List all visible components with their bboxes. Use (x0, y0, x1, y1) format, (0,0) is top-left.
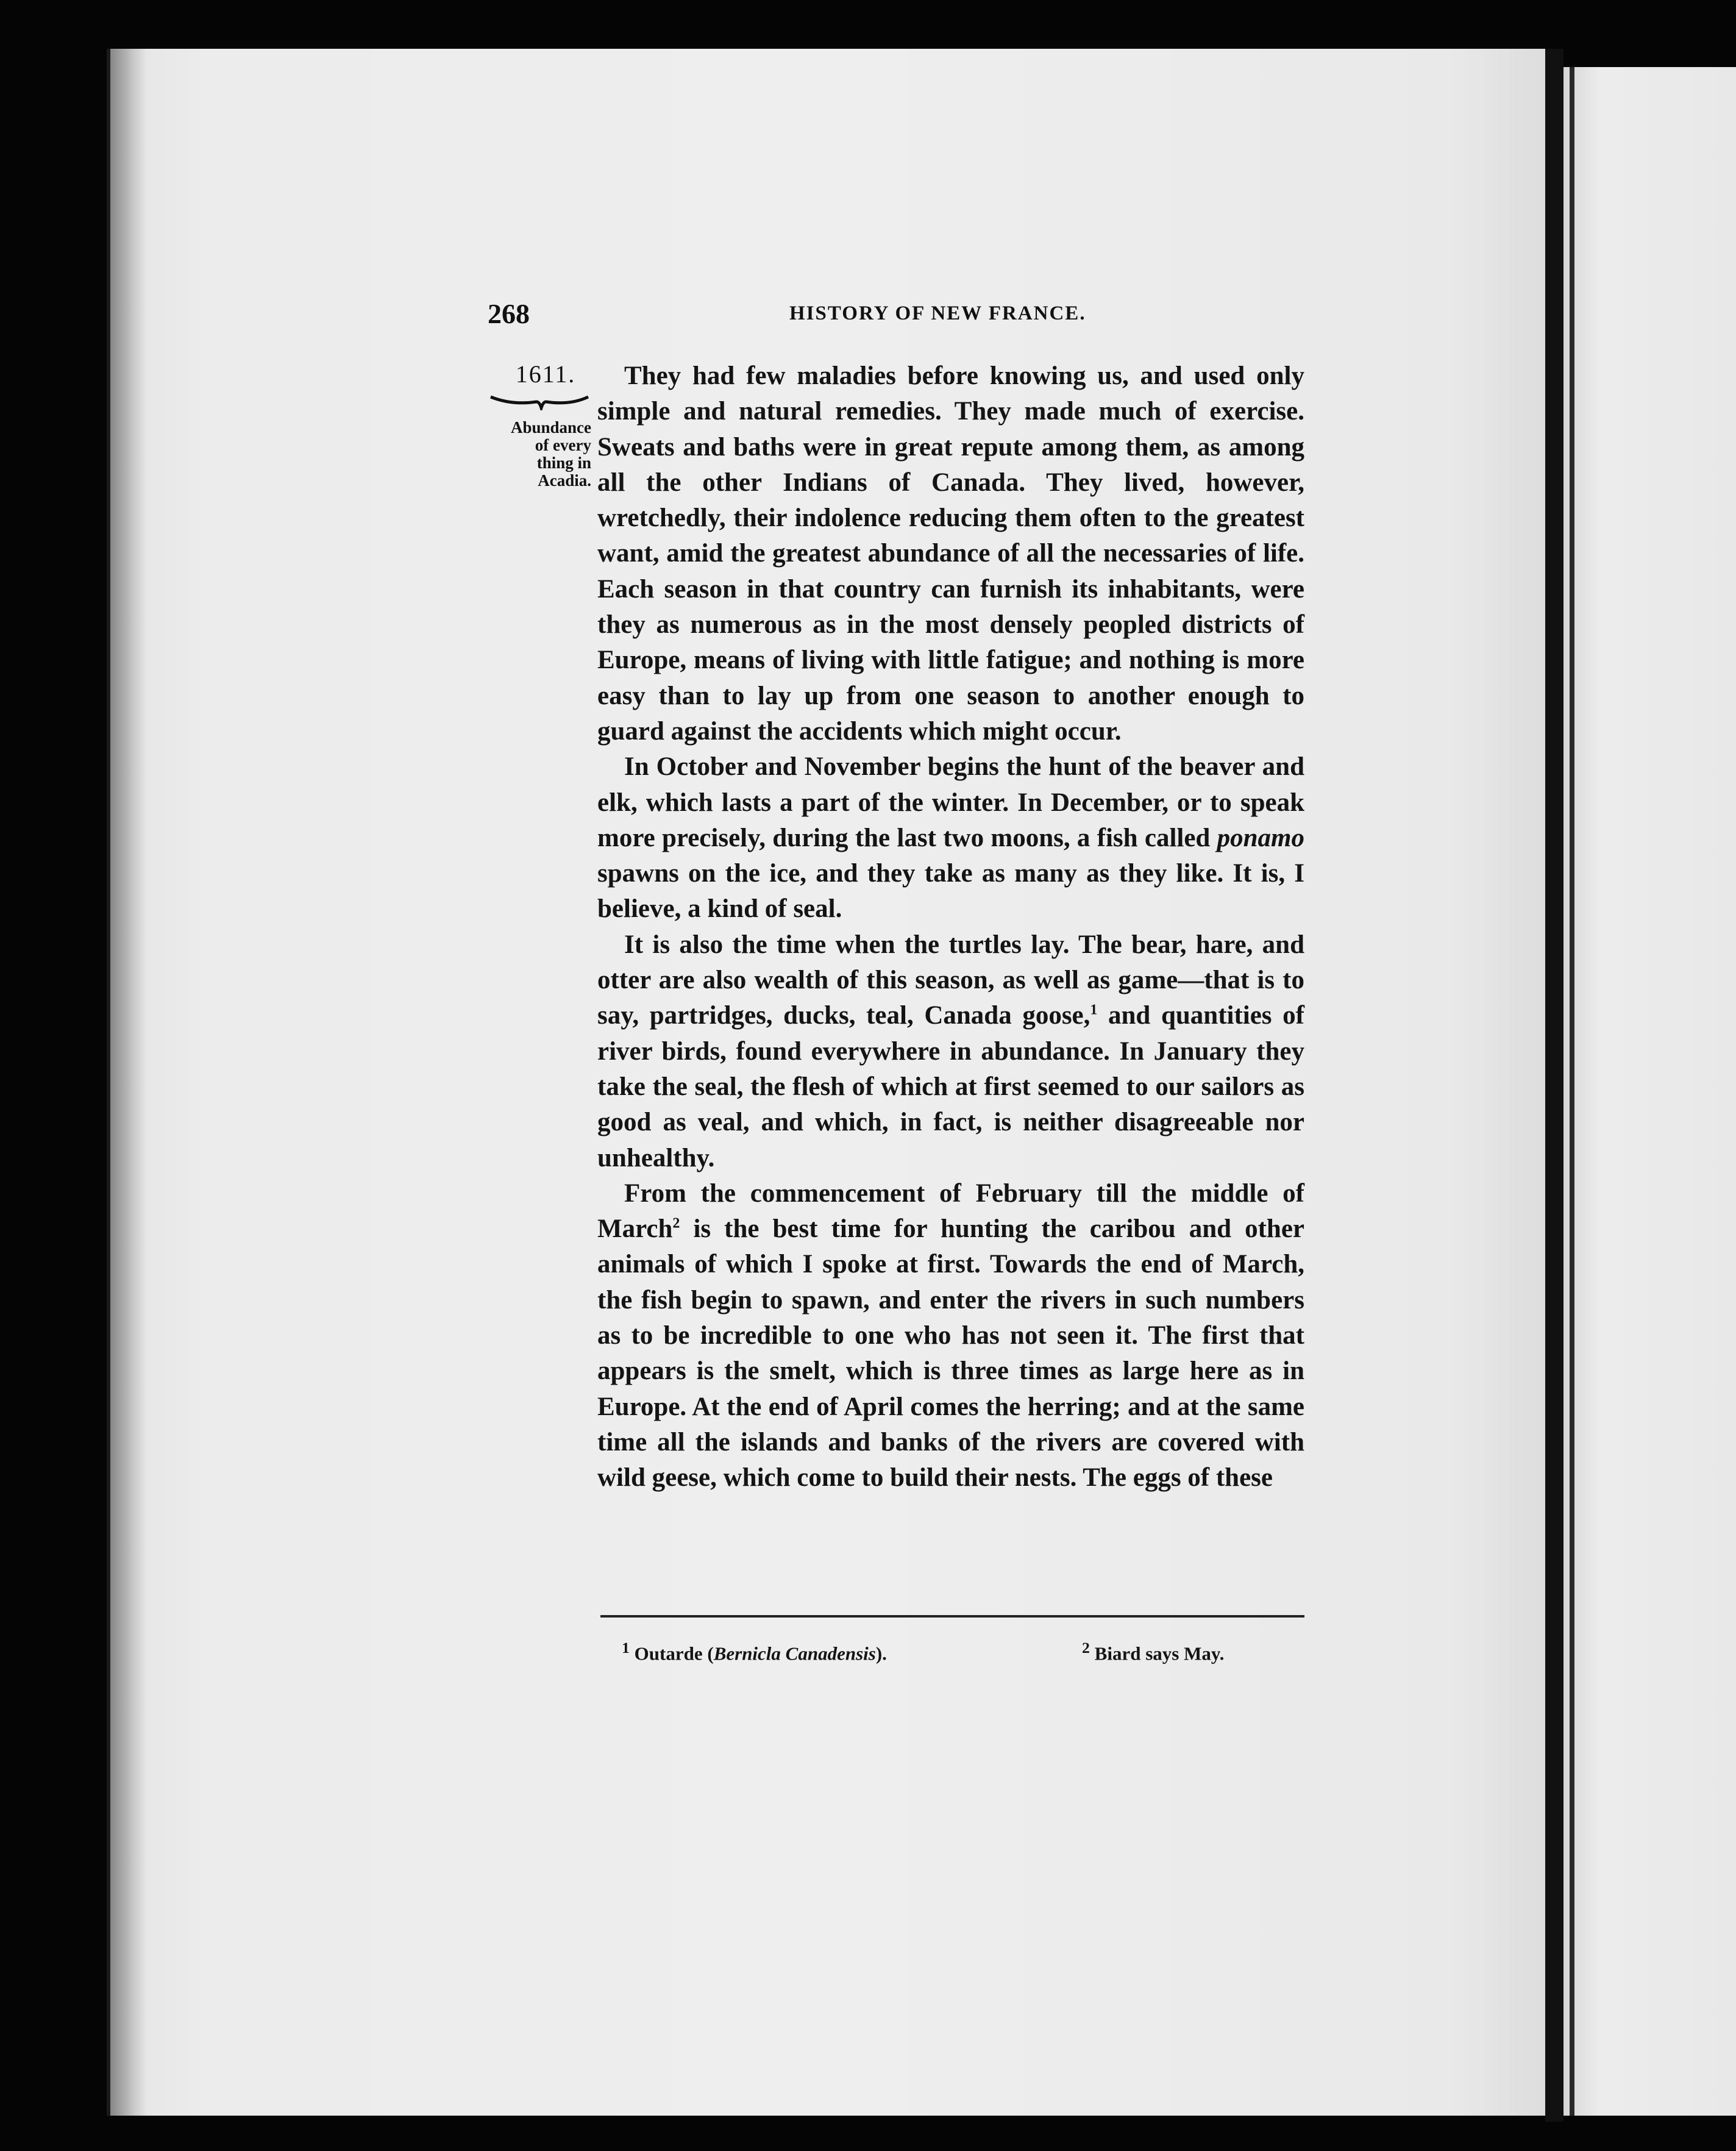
italic-term: ponamo (1217, 823, 1304, 852)
running-head: HISTORY OF NEW FRANCE. (789, 302, 1086, 324)
paragraph-text: It is also the time when the turtles lay. The bear, hare, and otter are also wealth of this season, as well as game—that is to say, partridges, ducks, teal, Canada goose, (597, 930, 1304, 1030)
footnote-number: 1 (622, 1639, 630, 1657)
body-text (597, 358, 1304, 1496)
paragraph-text: From the commencement of February till the middle of March (597, 1179, 1304, 1244)
sidenote-line: thing in (536, 454, 591, 472)
footnote-number: 2 (1082, 1639, 1090, 1657)
footnote (622, 1639, 887, 1664)
footnote-marker: 2 (672, 1215, 680, 1232)
sidenote-line: Abundance (510, 418, 591, 437)
paragraph-text: is the best time for hunting the caribou and other animals of which I spoke at first. Towards the end of March, the fish begin to spawn, and enter the rivers in such numbers as to be incredible to one who has not seen it. The first that appears is the smelt, which is three times as large here as in Europe. At the end of April comes the herring; and at the same time all the islands and banks of the rivers are covered with wild geese, which come to build their nests. The eggs of these (597, 1215, 1304, 1493)
footnote-text: ). (875, 1643, 887, 1664)
facing-page-edge (1563, 67, 1736, 2116)
paragraph (597, 749, 1304, 927)
footnote (1082, 1639, 1224, 1664)
paragraph-text: They had few maladies before knowing us, and used only simple and natural remedies. They made much of exercise. Sweats and baths were in great repute among them, as among all the other Indians of Canada. They lived, however, wretchedly, their indolence reducing them often to the greatest want, amid the greatest abundance of all the necessaries of life. Each season in that country can furnish its inhabitants, were they as numerous as in the most densely peopled districts of Europe, means of living with little fatigue; and nothing is more easy than to lay up from one season to another enough to guard against the accidents which might occur. (597, 362, 1304, 746)
margin-sidenote (475, 419, 591, 490)
paragraph-text: and quantities of river birds, found everywhere in abundance. In January they take the seal, the flesh of which at first seemed to our sailors as good as veal, and which, in fact, is neither disagreeable nor unhealthy. (597, 1001, 1304, 1172)
margin-notes (475, 360, 591, 490)
paragraph (597, 1176, 1304, 1496)
paragraph (597, 927, 1304, 1176)
sidenote-line: of every (535, 436, 591, 454)
book-gutter (1545, 49, 1563, 2122)
facing-page-shadow (1570, 67, 1574, 2116)
paragraph-text: spawns on the ice, and they take as many as they like. It is, I believe, a kind of seal. (597, 859, 1304, 924)
page-number: 268 (488, 298, 530, 329)
sidenote-line: Acadia. (538, 471, 591, 490)
footnote-text: Outarde ( (634, 1643, 714, 1664)
footnote-italic: Bernicla Canadensis (713, 1643, 876, 1664)
footnote-rule (600, 1615, 1304, 1618)
page-header (488, 298, 1304, 334)
footnote-marker: 1 (1090, 1002, 1098, 1019)
brace-ornament-icon (488, 392, 591, 410)
margin-year: 1611. (515, 360, 576, 388)
footnote-text: Biard says May. (1094, 1643, 1225, 1664)
paragraph (597, 358, 1304, 749)
paragraph-text: In October and November begins the hunt of the beaver and elk, which lasts a part of the winter. In December, or to speak more precisely, during the last two moons, a fish called (597, 752, 1304, 852)
